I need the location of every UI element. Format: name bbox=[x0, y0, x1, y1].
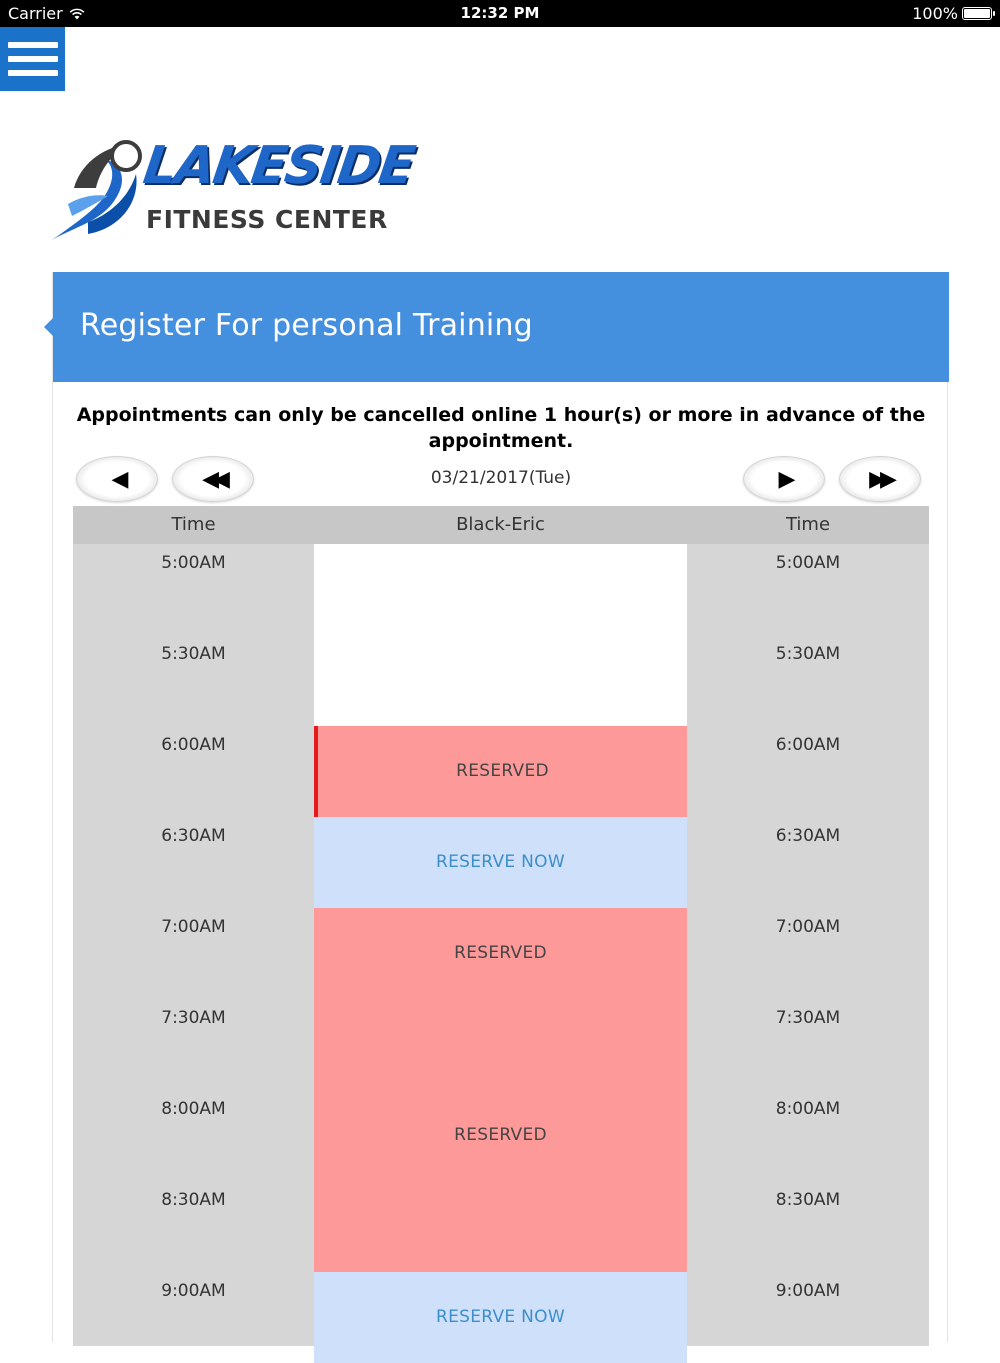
logo-wordmark: LAKESIDE bbox=[139, 136, 417, 196]
trainer-slot-column bbox=[314, 544, 687, 1346]
reserved-slot bbox=[314, 1090, 687, 1272]
time-cell: 5:30AM bbox=[161, 644, 226, 664]
time-cell: 8:30AM bbox=[775, 1190, 841, 1210]
arrow-right-icon: ▶ bbox=[778, 466, 790, 492]
page-title: Register For personal Training bbox=[80, 308, 533, 343]
next-week-button[interactable] bbox=[839, 456, 921, 502]
battery-icon bbox=[962, 7, 992, 20]
next-day-button[interactable] bbox=[743, 456, 825, 502]
time-cell: 8:30AM bbox=[161, 1190, 226, 1210]
reserved-slot bbox=[314, 908, 687, 1090]
time-cell: 6:00AM bbox=[161, 735, 226, 755]
time-cell: 9:00AM bbox=[161, 1281, 226, 1301]
trainer-column-header: Black-Eric bbox=[314, 506, 687, 544]
time-cell: 8:00AM bbox=[161, 1099, 226, 1119]
battery-fill bbox=[964, 9, 990, 18]
time-cell: 7:30AM bbox=[775, 1008, 841, 1028]
time-column-header-left: Time bbox=[73, 506, 314, 544]
previous-day-button[interactable] bbox=[76, 456, 158, 502]
time-cell: 7:30AM bbox=[161, 1008, 226, 1028]
schedule-table bbox=[73, 506, 929, 1346]
logo-subtitle: FITNESS CENTER bbox=[146, 205, 388, 234]
time-column-right bbox=[687, 544, 929, 1346]
time-cell: 6:00AM bbox=[775, 735, 841, 755]
time-column-left bbox=[73, 544, 314, 1346]
status-time: 12:32 PM bbox=[460, 4, 540, 22]
time-cell: 8:00AM bbox=[775, 1099, 841, 1119]
reserve-now-button[interactable] bbox=[314, 817, 687, 908]
time-cell: 7:00AM bbox=[775, 917, 841, 937]
previous-week-button[interactable] bbox=[172, 456, 254, 502]
status-bar bbox=[0, 0, 1000, 27]
double-arrow-right-icon: ▶▶ bbox=[869, 466, 891, 492]
reserve-now-button[interactable] bbox=[314, 1272, 687, 1363]
time-cell: 5:00AM bbox=[161, 553, 226, 573]
slot-label: RESERVE NOW bbox=[436, 1307, 565, 1327]
time-cell: 5:30AM bbox=[775, 644, 841, 664]
double-arrow-left-icon: ◀◀ bbox=[202, 466, 224, 492]
hamburger-icon-bar bbox=[8, 56, 58, 62]
hamburger-icon-bar bbox=[8, 70, 58, 76]
empty-slot bbox=[314, 544, 687, 726]
carrier-label: Carrier bbox=[8, 4, 63, 23]
cancellation-notice: Appointments can only be cancelled online 1 hour(s) or more in advance of the appointment. bbox=[76, 404, 926, 452]
panel-header bbox=[53, 272, 949, 382]
time-cell: 6:30AM bbox=[161, 826, 226, 846]
hamburger-icon-bar bbox=[8, 42, 58, 48]
reserved-slot bbox=[314, 726, 687, 817]
battery-percent: 100% bbox=[912, 4, 958, 23]
runner-logo-icon bbox=[48, 130, 148, 245]
time-column-header-right: Time bbox=[687, 506, 929, 544]
training-panel bbox=[52, 272, 948, 1342]
slot-label: RESERVED bbox=[454, 943, 547, 963]
time-cell: 7:00AM bbox=[161, 917, 226, 937]
current-date: 03/21/2017(Tue) bbox=[430, 468, 572, 488]
battery-status bbox=[912, 4, 992, 23]
slot-label: RESERVED bbox=[454, 1125, 547, 1145]
lakeside-logo bbox=[48, 130, 417, 245]
time-cell: 9:00AM bbox=[775, 1281, 841, 1301]
slot-label: RESERVE NOW bbox=[436, 852, 565, 872]
slot-label: RESERVED bbox=[456, 761, 549, 781]
time-cell: 5:00AM bbox=[775, 553, 841, 573]
menu-button[interactable] bbox=[0, 27, 65, 91]
time-cell: 6:30AM bbox=[775, 826, 841, 846]
arrow-left-icon: ◀ bbox=[111, 466, 123, 492]
